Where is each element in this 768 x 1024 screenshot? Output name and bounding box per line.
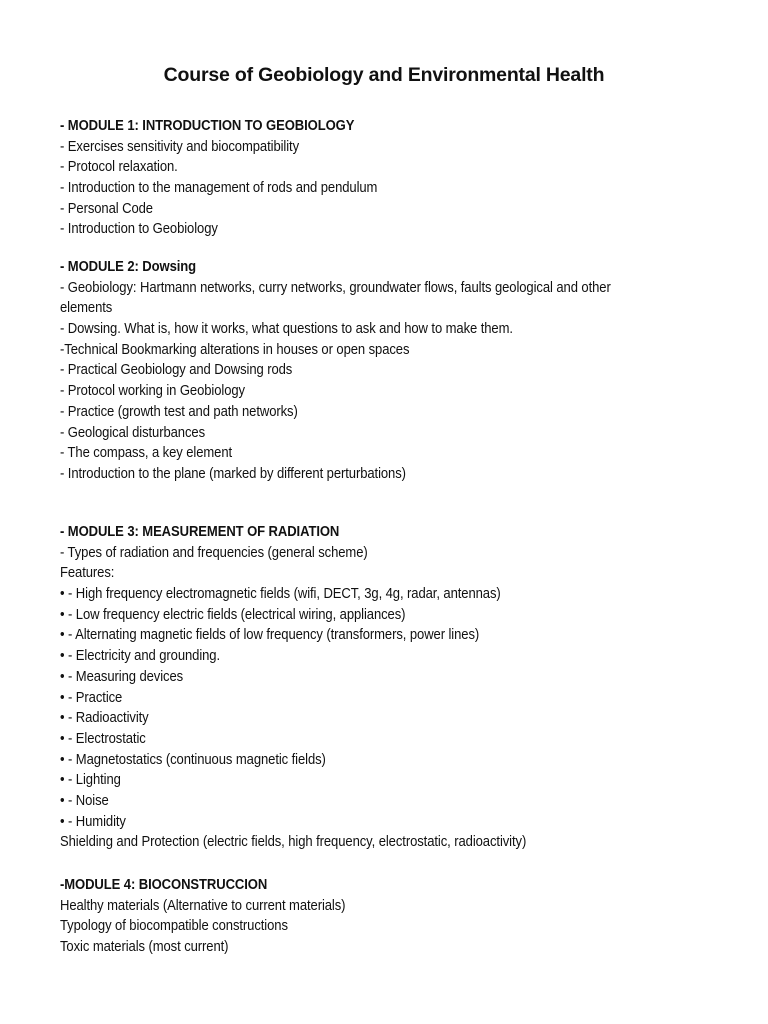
module-3-item: • - Alternating magnetic fields of low frequency (transformers, power lines) [60, 627, 480, 644]
module-4-heading: -MODULE 4: BIOCONSTRUCCION [60, 877, 268, 893]
module-1-item: - Protocol relaxation. [60, 159, 178, 176]
module-3-item: • - Practice [60, 689, 123, 706]
module-1-item: - Exercises sensitivity and biocompatibility [60, 138, 300, 155]
module-4-section [60, 875, 720, 958]
module-4-item: Toxic materials (most current) [60, 939, 229, 956]
module-3-item: • - Electricity and grounding. [60, 648, 221, 665]
module-3-item: • - Lighting [60, 772, 121, 789]
module-2-item: elements [60, 300, 113, 317]
module-2-item: - Protocol working in Geobiology [60, 383, 245, 400]
module-3-item: Shielding and Protection (electric fields, high frequency, electrostatic, radioactivity) [60, 834, 527, 851]
module-1-item: - Personal Code [60, 200, 153, 217]
module-2-item: - Geological disturbances [60, 424, 206, 441]
module-4-item: Healthy materials (Alternative to current materials) [60, 897, 346, 914]
module-2-item: - The compass, a key element [60, 445, 233, 462]
module-3-heading: - MODULE 3: MEASUREMENT OF RADIATION [60, 524, 340, 540]
module-1-heading: - MODULE 1: INTRODUCTION TO GEOBIOLOGY [60, 118, 355, 134]
document-title: Course of Geobiology and Environmental Health [163, 64, 605, 86]
module-2-item: - Introduction to the plane (marked by different perturbations) [60, 465, 406, 482]
module-2-item: -Technical Bookmarking alterations in houses or open spaces [60, 341, 410, 358]
module-3-item: - Types of radiation and frequencies (general scheme) [60, 544, 368, 561]
module-2-item: - Practice (growth test and path networks) [60, 403, 298, 420]
module-3-item: • - Magnetostatics (continuous magnetic fields) [60, 751, 326, 768]
module-3-item: Features: [60, 565, 115, 582]
module-2-item: - Geobiology: Hartmann networks, curry networks, groundwater flows, faults geological and other [60, 279, 611, 296]
module-3-item: • - Measuring devices [60, 668, 184, 685]
module-2-item: - Dowsing. What is, how it works, what questions to ask and how to make them. [60, 321, 513, 338]
module-4-item: Typology of biocompatible constructions [60, 918, 288, 935]
module-2-section [60, 257, 720, 485]
module-2-heading: - MODULE 2: Dowsing [60, 259, 197, 275]
module-1-item: - Introduction to Geobiology [60, 221, 218, 238]
module-3-item: • - Radioactivity [60, 710, 149, 727]
module-1-section [60, 116, 720, 240]
module-3-item: • - Electrostatic [60, 730, 146, 747]
module-3-item: • - Noise [60, 792, 109, 809]
module-3-item: • - Humidity [60, 813, 126, 830]
module-1-item: - Introduction to the management of rods and pendulum [60, 180, 378, 197]
module-3-item: • - High frequency electromagnetic fields (wifi, DECT, 3g, 4g, radar, antennas) [60, 586, 501, 603]
module-3-section [60, 522, 720, 853]
module-3-item: • - Low frequency electric fields (electrical wiring, appliances) [60, 606, 406, 623]
module-2-item: - Practical Geobiology and Dowsing rods [60, 362, 293, 379]
